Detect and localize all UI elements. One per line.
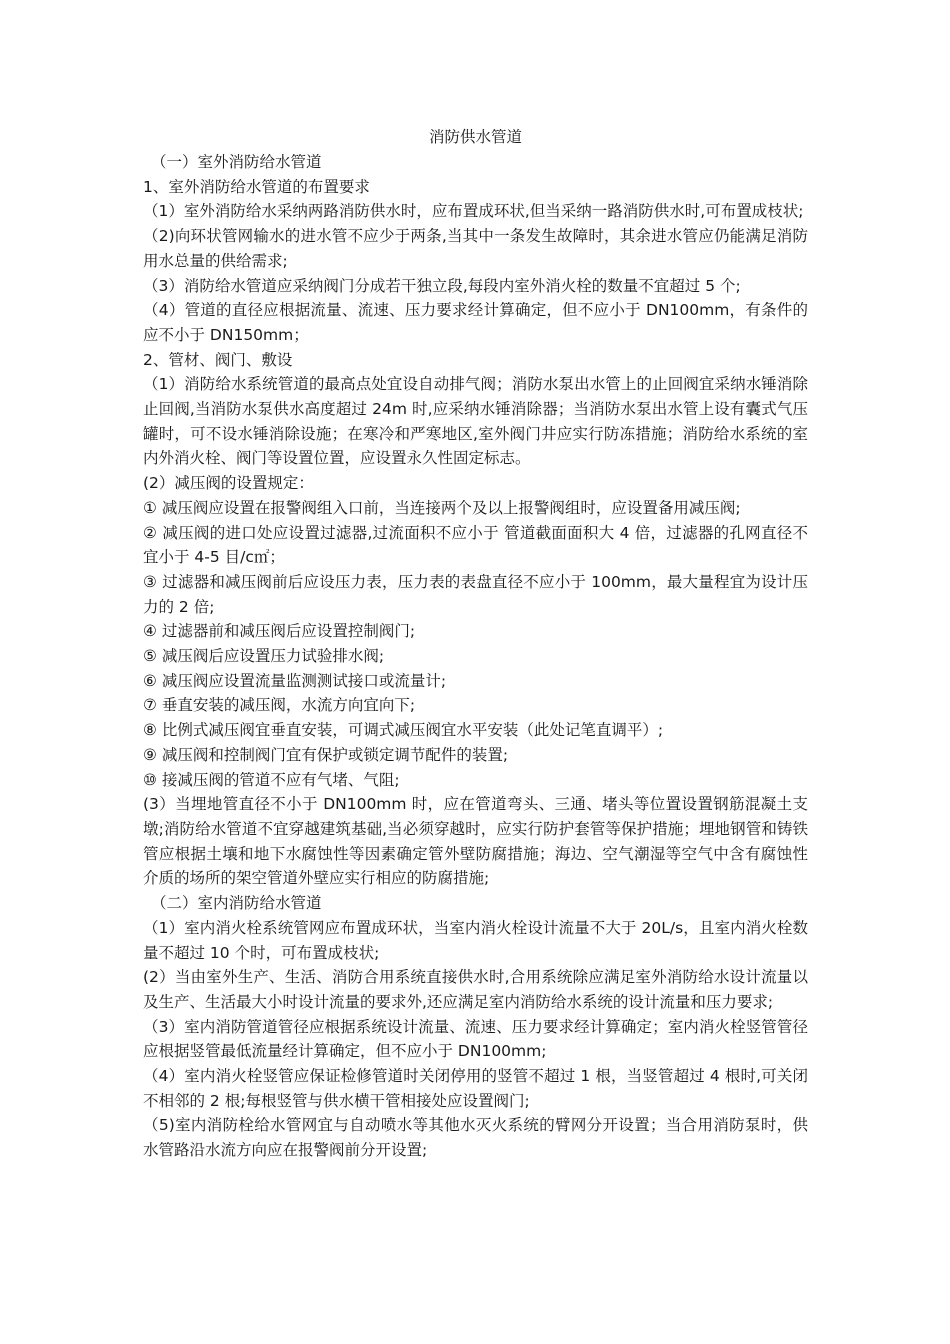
paragraph: （4）管道的直径应根据流量、流速、压力要求经计算确定，但不应小于 DN100mm，有条件的应不小于 DN150mm；	[143, 301, 808, 344]
paragraph: ⑩ 接减压阀的管道不应有气堵、气阻;	[143, 770, 400, 789]
paragraph: （1）室外消防给水采纳两路消防供水时，应布置成环状,但当采纳一路消防供水时,可布置成枝状;	[143, 202, 804, 221]
document-body	[143, 150, 808, 1163]
paragraph: (2）减压阀的设置规定：	[143, 474, 314, 493]
paragraph: ⑧ 比例式减压阀宜垂直安装，可调式减压阀宜水平安装（此处记笔直调平）;	[143, 721, 664, 740]
paragraph: (3）当埋地管直径不小于 DN100mm 时，应在管道弯头、三通、堵头等位置设置钢筋混凝土支墩;消防给水管道不宜穿越建筑基础,当必须穿越时，应实行防护套管等保护措施；埋地钢管和铸铁管应根据土壤和地下水腐蚀性等因素确定管外壁防腐措施；海边、空气潮湿等空气中含有腐蚀性介质的场所的架空管道外壁应实行相应的防腐措施;	[143, 795, 808, 888]
paragraph: ⑤ 减压阀后应设置压力试验排水阀;	[143, 647, 385, 666]
paragraph: （3）室内消防管道管径应根据系统设计流量、流速、压力要求经计算确定；室内消火栓竖管管径应根据竖管最低流量经计算确定，但不应小于 DN100mm;	[143, 1017, 808, 1061]
document-title: 消防供水管道	[428, 128, 522, 146]
paragraph: （5)室内消防栓给水管网宜与自动喷水等其他水灭火系统的臂网分开设置；当合用消防泵时，供水管路沿水流方向应在报警阀前分开设置;	[143, 1116, 808, 1160]
paragraph: ⑨ 减压阀和控制阀门宜有保护或锁定调节配件的装置;	[143, 745, 509, 764]
paragraph: ① 减压阀应设置在报警阀组入口前，当连接两个及以上报警阀组时，应设置备用减压阀;	[143, 498, 741, 517]
paragraph: ④ 过滤器前和减压阀后应设置控制阀门;	[143, 622, 416, 641]
paragraph: ⑥ 减压阀应设置流量监测测试接口或流量计;	[143, 671, 447, 690]
paragraph: （4）室内消火栓竖管应保证检修管道时关闭停用的竖管不超过 1 根，当竖管超过 4 根时,可关闭不相邻的 2 根;每根竖管与供水横干管相接处应设置阀门;	[143, 1067, 808, 1110]
paragraph: （二）室内消防给水管道	[151, 894, 322, 913]
document-page	[143, 124, 808, 1163]
paragraph: （3）消防给水管道应采纳阀门分成若干独立段,每段内室外消火栓的数量不宜超过 5 个;	[143, 276, 741, 295]
paragraph: （2)向环状管网输水的进水管不应少于两条,当其中一条发生故障时，其余进水管应仍能满足消防用水总量的供给需求;	[143, 227, 808, 270]
paragraph: 1、室外消防给水管道的布置要求	[143, 177, 370, 196]
paragraph: （1）消防给水系统管道的最高点处宜设自动排气阀；消防水泵出水管上的止回阀宜采纳水锤消除止回阀,当消防水泵供水高度超过 24m 时,应采纳水锤消除器；当消防水泵出水管上设有囊式气压罐时，可不设水锤消除设施；在寒冷和严寒地区,室外阀门井应实行防冻措施；消防给水系统的室内外消火栓、阀门等设置位置，应设置永久性固定标志。	[143, 375, 808, 468]
paragraph: ⑦ 垂直安装的减压阀，水流方向宜向下;	[143, 696, 416, 715]
paragraph: （1）室内消火栓系统管网应布置成环状，当室内消火栓设计流量不大于 20L/s，且室内消火栓数量不超过 10 个时，可布置成枝状;	[143, 918, 808, 962]
paragraph: ② 减压阀的进口处应设置过滤器,过流面积不应小于 管道截面面积大 4 倍，过滤器的孔网直径不宜小于 4-5 目/c㎡；	[143, 523, 808, 567]
paragraph: ③ 过滤器和减压阀前后应设压力表，压力表的表盘直径不应小于 100mm，最大量程宜为设计压力的 2 倍;	[143, 572, 808, 616]
paragraph: （一）室外消防给水管道	[151, 153, 322, 171]
paragraph: (2）当由室外生产、生活、消防合用系统直接供水时,合用系统除应满足室外消防给水设计流量以及生产、生活最大小时设计流量的要求外,还应满足室内消防给水系统的设计流量和压力要求;	[143, 968, 808, 1011]
paragraph: 2、管材、阀门、敷设	[143, 350, 293, 369]
